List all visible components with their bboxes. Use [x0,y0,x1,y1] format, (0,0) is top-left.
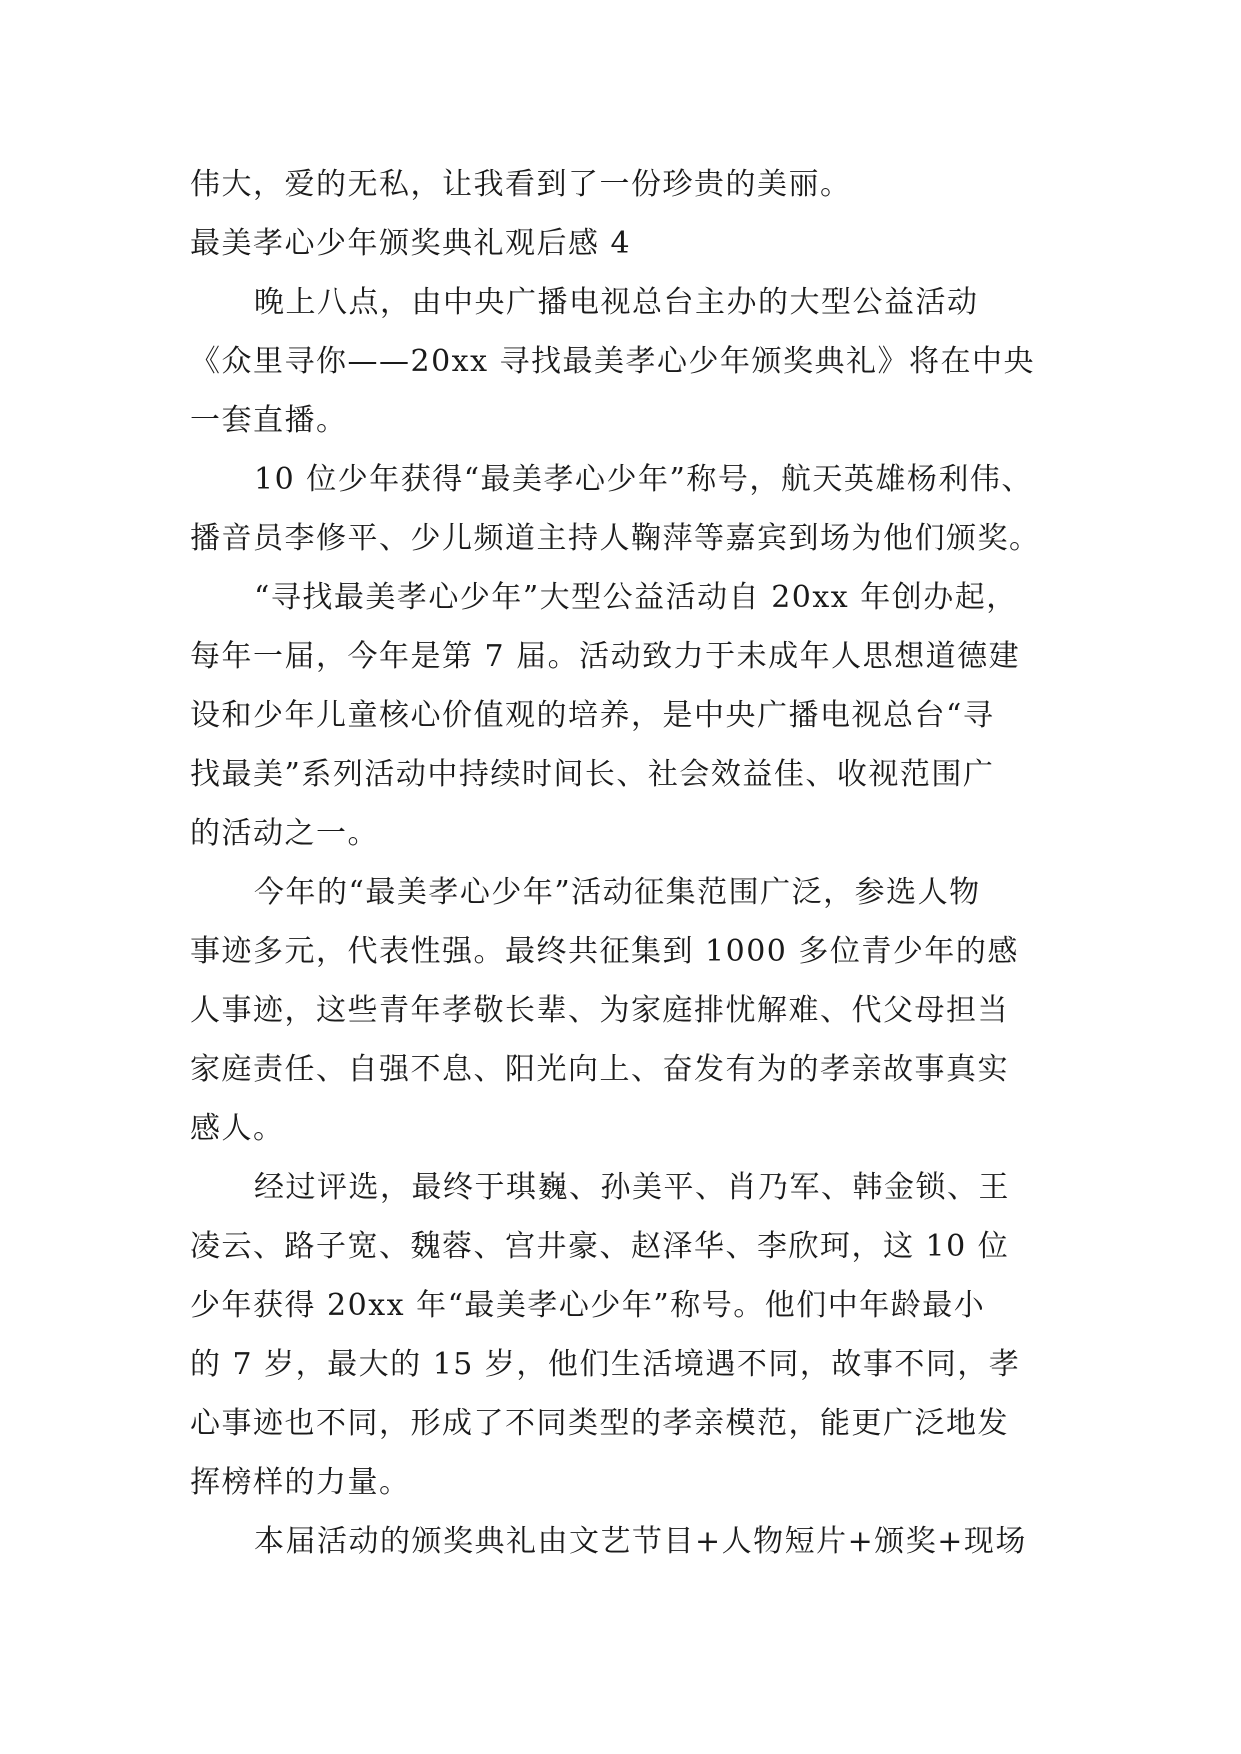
text-line: 少年获得 20xx 年“最美孝心少年”称号。他们中年龄最小 [190,1288,986,1323]
text-line: 本届活动的颁奖典礼由文艺节目+人物短片+颁奖+现场 [254,1524,1027,1559]
text-line: 10 位少年获得“最美孝心少年”称号，航天英雄杨利伟、 [254,462,1033,497]
text-line: 心事迹也不同，形成了不同类型的孝亲模范，能更广泛地发 [190,1406,1009,1441]
section-heading [190,214,1050,273]
text-line: 感人。 [190,1111,285,1146]
text-line: 找最美”系列活动中持续时间长、社会效益佳、收视范围广 [190,757,995,792]
text-line: 一套直播。 [190,403,348,438]
text-line: 《众里寻你——20xx 寻找最美孝心少年颁奖典礼》将在中央 [190,344,1036,379]
document-body [190,155,1050,1571]
paragraph-continuation [190,155,1050,214]
text-line: 的 7 岁，最大的 15 岁，他们生活境遇不同，故事不同，孝 [190,1347,1021,1382]
paragraph-4 [190,863,1050,1158]
text-line: 经过评选，最终于琪巍、孙美平、肖乃军、韩金锁、王 [254,1170,1010,1205]
text-line: 人事迹，这些青年孝敬长辈、为家庭排忧解难、代父母担当 [190,993,1009,1028]
text-line: 事迹多元，代表性强。最终共征集到 1000 多位青少年的感 [190,934,1019,969]
text-line: 今年的“最美孝心少年”活动征集范围广泛，参选人物 [254,875,981,910]
text-line: 挥榜样的力量。 [190,1465,411,1500]
paragraph-5 [190,1158,1050,1512]
text-line: 每年一届，今年是第 7 届。活动致力于未成年人思想道德建 [190,639,1021,674]
text-line: 家庭责任、自强不息、阳光向上、奋发有为的孝亲故事真实 [190,1052,1009,1087]
paragraph-1 [190,273,1050,450]
heading-text: 最美孝心少年颁奖典礼观后感 4 [190,226,632,261]
text-line: 晚上八点，由中央广播电视总台主办的大型公益活动 [254,285,979,320]
paragraph-3 [190,568,1050,863]
paragraph-2 [190,450,1050,568]
text-line: 凌云、路子宽、魏蓉、宫井豪、赵泽华、李欣珂，这 10 位 [190,1229,1010,1264]
paragraph-6 [190,1512,1050,1571]
text-line: “寻找最美孝心少年”大型公益活动自 20xx 年创办起， [254,580,1018,615]
text-line: 伟大，爱的无私，让我看到了一份珍贵的美丽。 [190,167,852,202]
text-line: 播音员李修平、少儿频道主持人鞠萍等嘉宾到场为他们颁奖。 [190,521,1041,556]
text-line: 的活动之一。 [190,816,379,851]
text-line: 设和少年儿童核心价值观的培养，是中央广播电视总台“寻 [190,698,995,733]
